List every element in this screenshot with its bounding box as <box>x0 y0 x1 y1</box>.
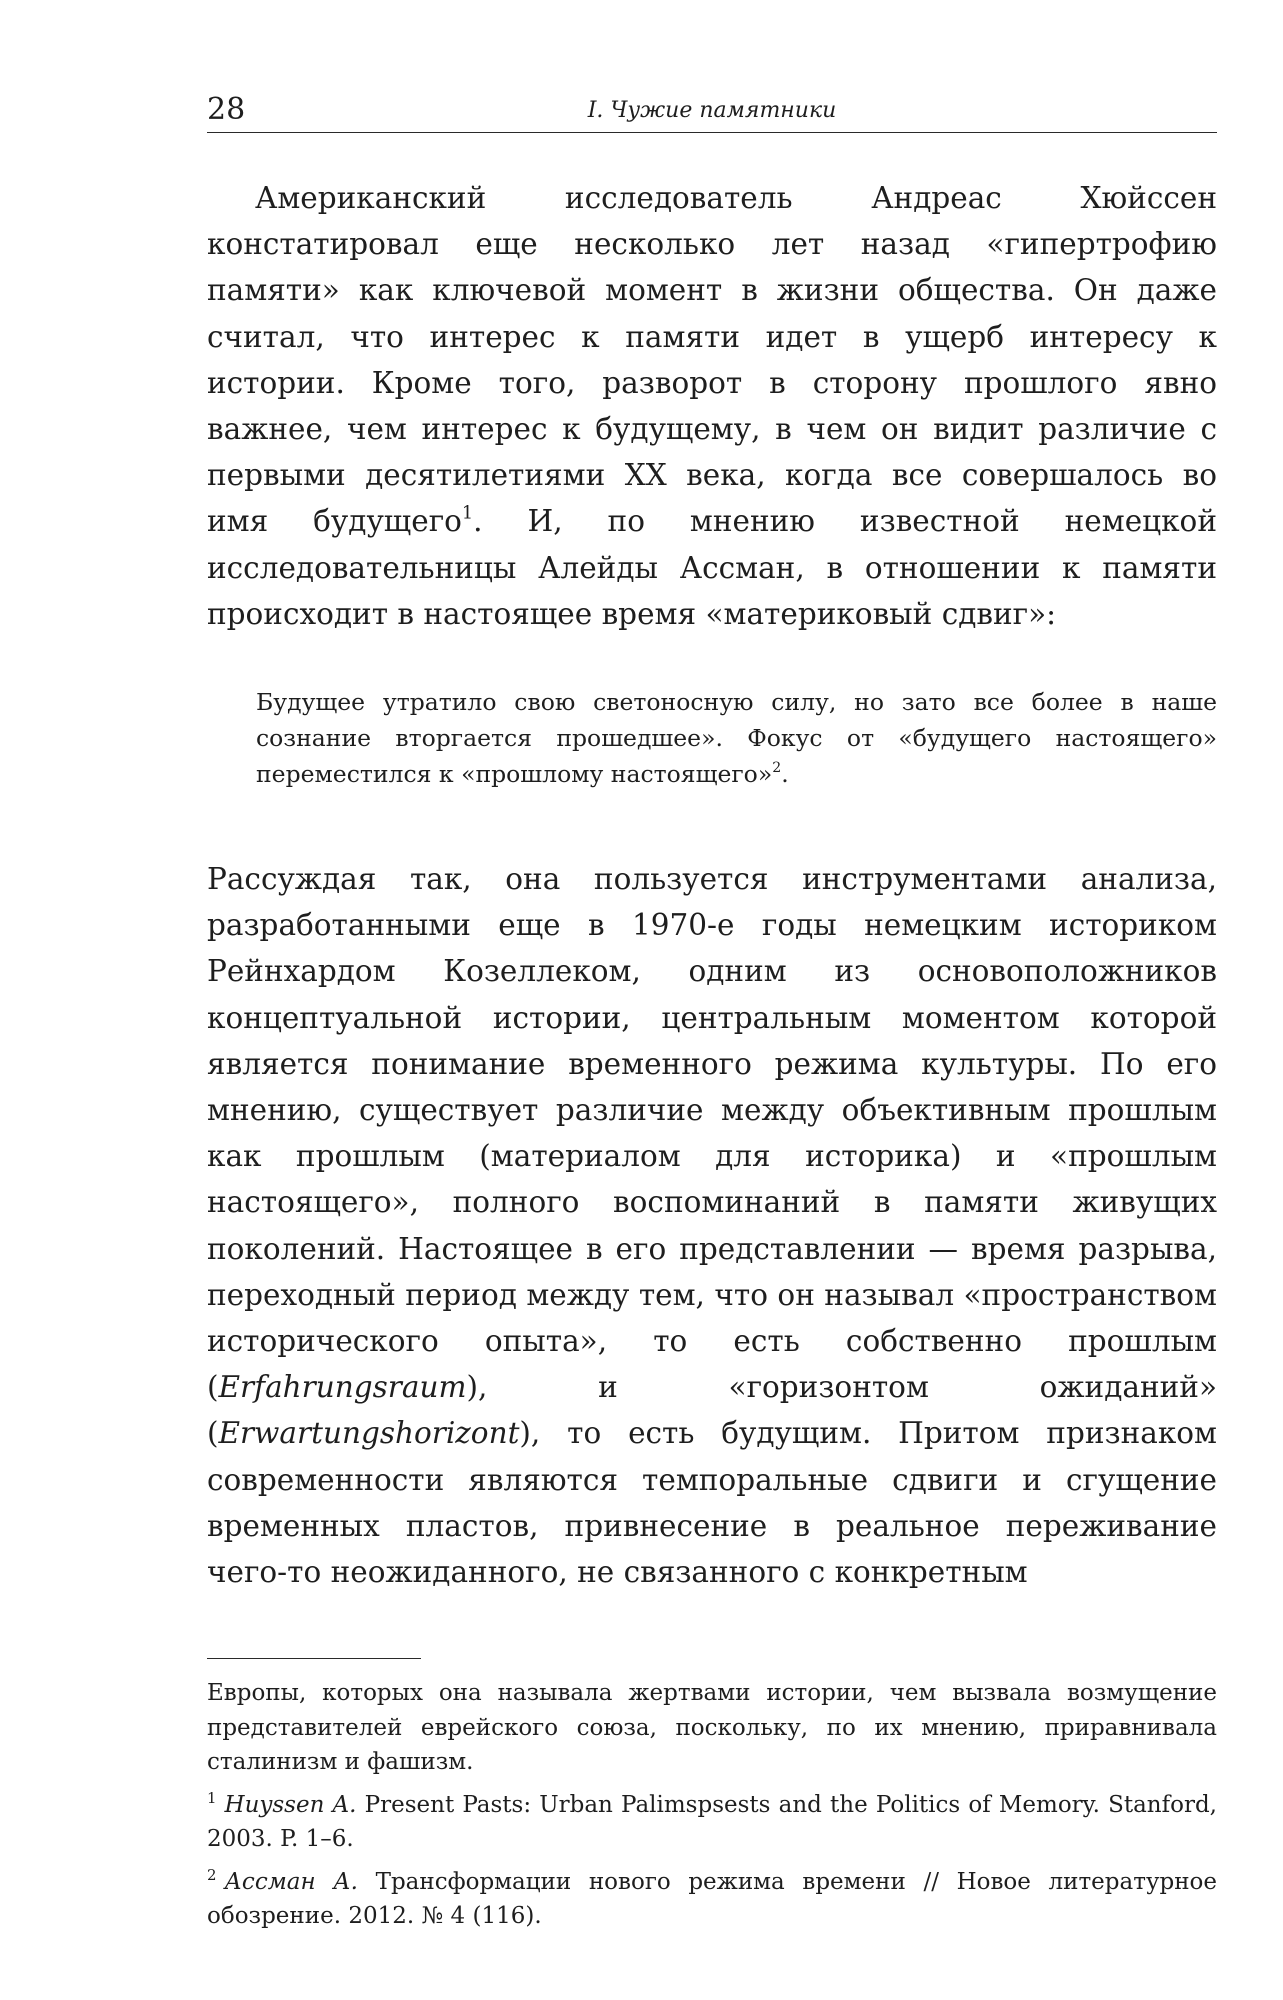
footnote-continuation: Европы, которых она называла жертвами истории, чем вызвала возмущение представителей еврейского союза, поскольку, по их мнению, приравнивала сталинизм и фашизм. <box>207 1680 1217 1775</box>
footnote-1-author: Huyssen A. <box>224 1791 357 1818</box>
block-quote-text: Будущее утратило свою светоносную силу, но зато все более в наше сознание вторгается прошедшее». Фокус от «будущего настоящего» переместился к «прошлому настоящего» <box>256 688 1217 788</box>
footnotes <box>207 1676 1217 1942</box>
paragraph-1-text: Американский исследователь Андреас Хюйссен констатировал еще несколько лет назад «гипертрофию памяти» как ключевой момент в жизни общества. Он даже считал, что интерес к памяти идет в ущерб интересу к истории. Кроме того, разворот в сторону прошлого явно важнее, чем интерес к будущему, в чем он видит различие с первыми десятилетиями XX века, когда все совершалось во имя будущего <box>207 181 1217 539</box>
footnote-1-marker: 1 <box>207 1788 217 1807</box>
term-erfahrungsraum: Erfahrungsraum <box>218 1370 467 1405</box>
paragraph-2-text-c: ), то есть будущим. Притом признаком современности являются темпоральные сдвиги и сгущение временных пластов, привнесение в реальное переживание чего-то неожиданного, не связанного с конкретным <box>207 1416 1217 1590</box>
footnote-2-author: Ассман А. <box>224 1868 358 1895</box>
paragraph-1 <box>207 175 1217 637</box>
block-quote-text-end: . <box>781 760 789 788</box>
footnote-1 <box>207 1788 1217 1857</box>
term-erwartungshorizont: Erwartungshorizont <box>218 1416 520 1451</box>
page-number: 28 <box>207 92 246 127</box>
block-quote <box>256 684 1217 792</box>
paragraph-2-text-b: ), и «горизонтом ожиданий» ( <box>207 1370 1217 1451</box>
footnote-ref-2: 2 <box>772 760 782 777</box>
footnote-2-text: Трансформации нового режима времени // Новое литературное обозрение. 2012. № 4 (116). <box>207 1868 1217 1929</box>
page-header <box>207 92 1217 133</box>
footnote-2-marker: 2 <box>207 1865 217 1884</box>
footnote-2 <box>207 1865 1217 1934</box>
running-title: I. Чужие памятники <box>587 98 837 123</box>
footnote-separator <box>207 1658 421 1659</box>
footnote-ref-1: 1 <box>461 504 474 525</box>
paragraph-2-text-a: Рассуждая так, она пользуется инструментами анализа, разработанными еще в 1970-е годы немецким историком Рейнхардом Козеллеком, одним из основоположников концептуальной истории, центральным моментом которой является понимание временного режима культуры. По его мнению, существует различие между объективным прошлым как прошлым (материалом для историка) и «прошлым настоящего», полного воспоминаний в памяти живущих поколений. Настоящее в его представлении — время разрыва, переходный период между тем, что он называл «пространством исторического опыта», то есть собственно прошлым ( <box>207 862 1217 1405</box>
footnote-1-text: Present Pasts: Urban Palimspsests and the Politics of Memory. Stanford, 2003. P. 1–6. <box>207 1791 1217 1852</box>
paragraph-1-text-end: . И, по мнению известной немецкой исследовательницы Алейды Ассман, в отношении к памяти происходит в настоящее время «материковый сдвиг»: <box>207 504 1217 631</box>
paragraph-2 <box>207 856 1217 1595</box>
